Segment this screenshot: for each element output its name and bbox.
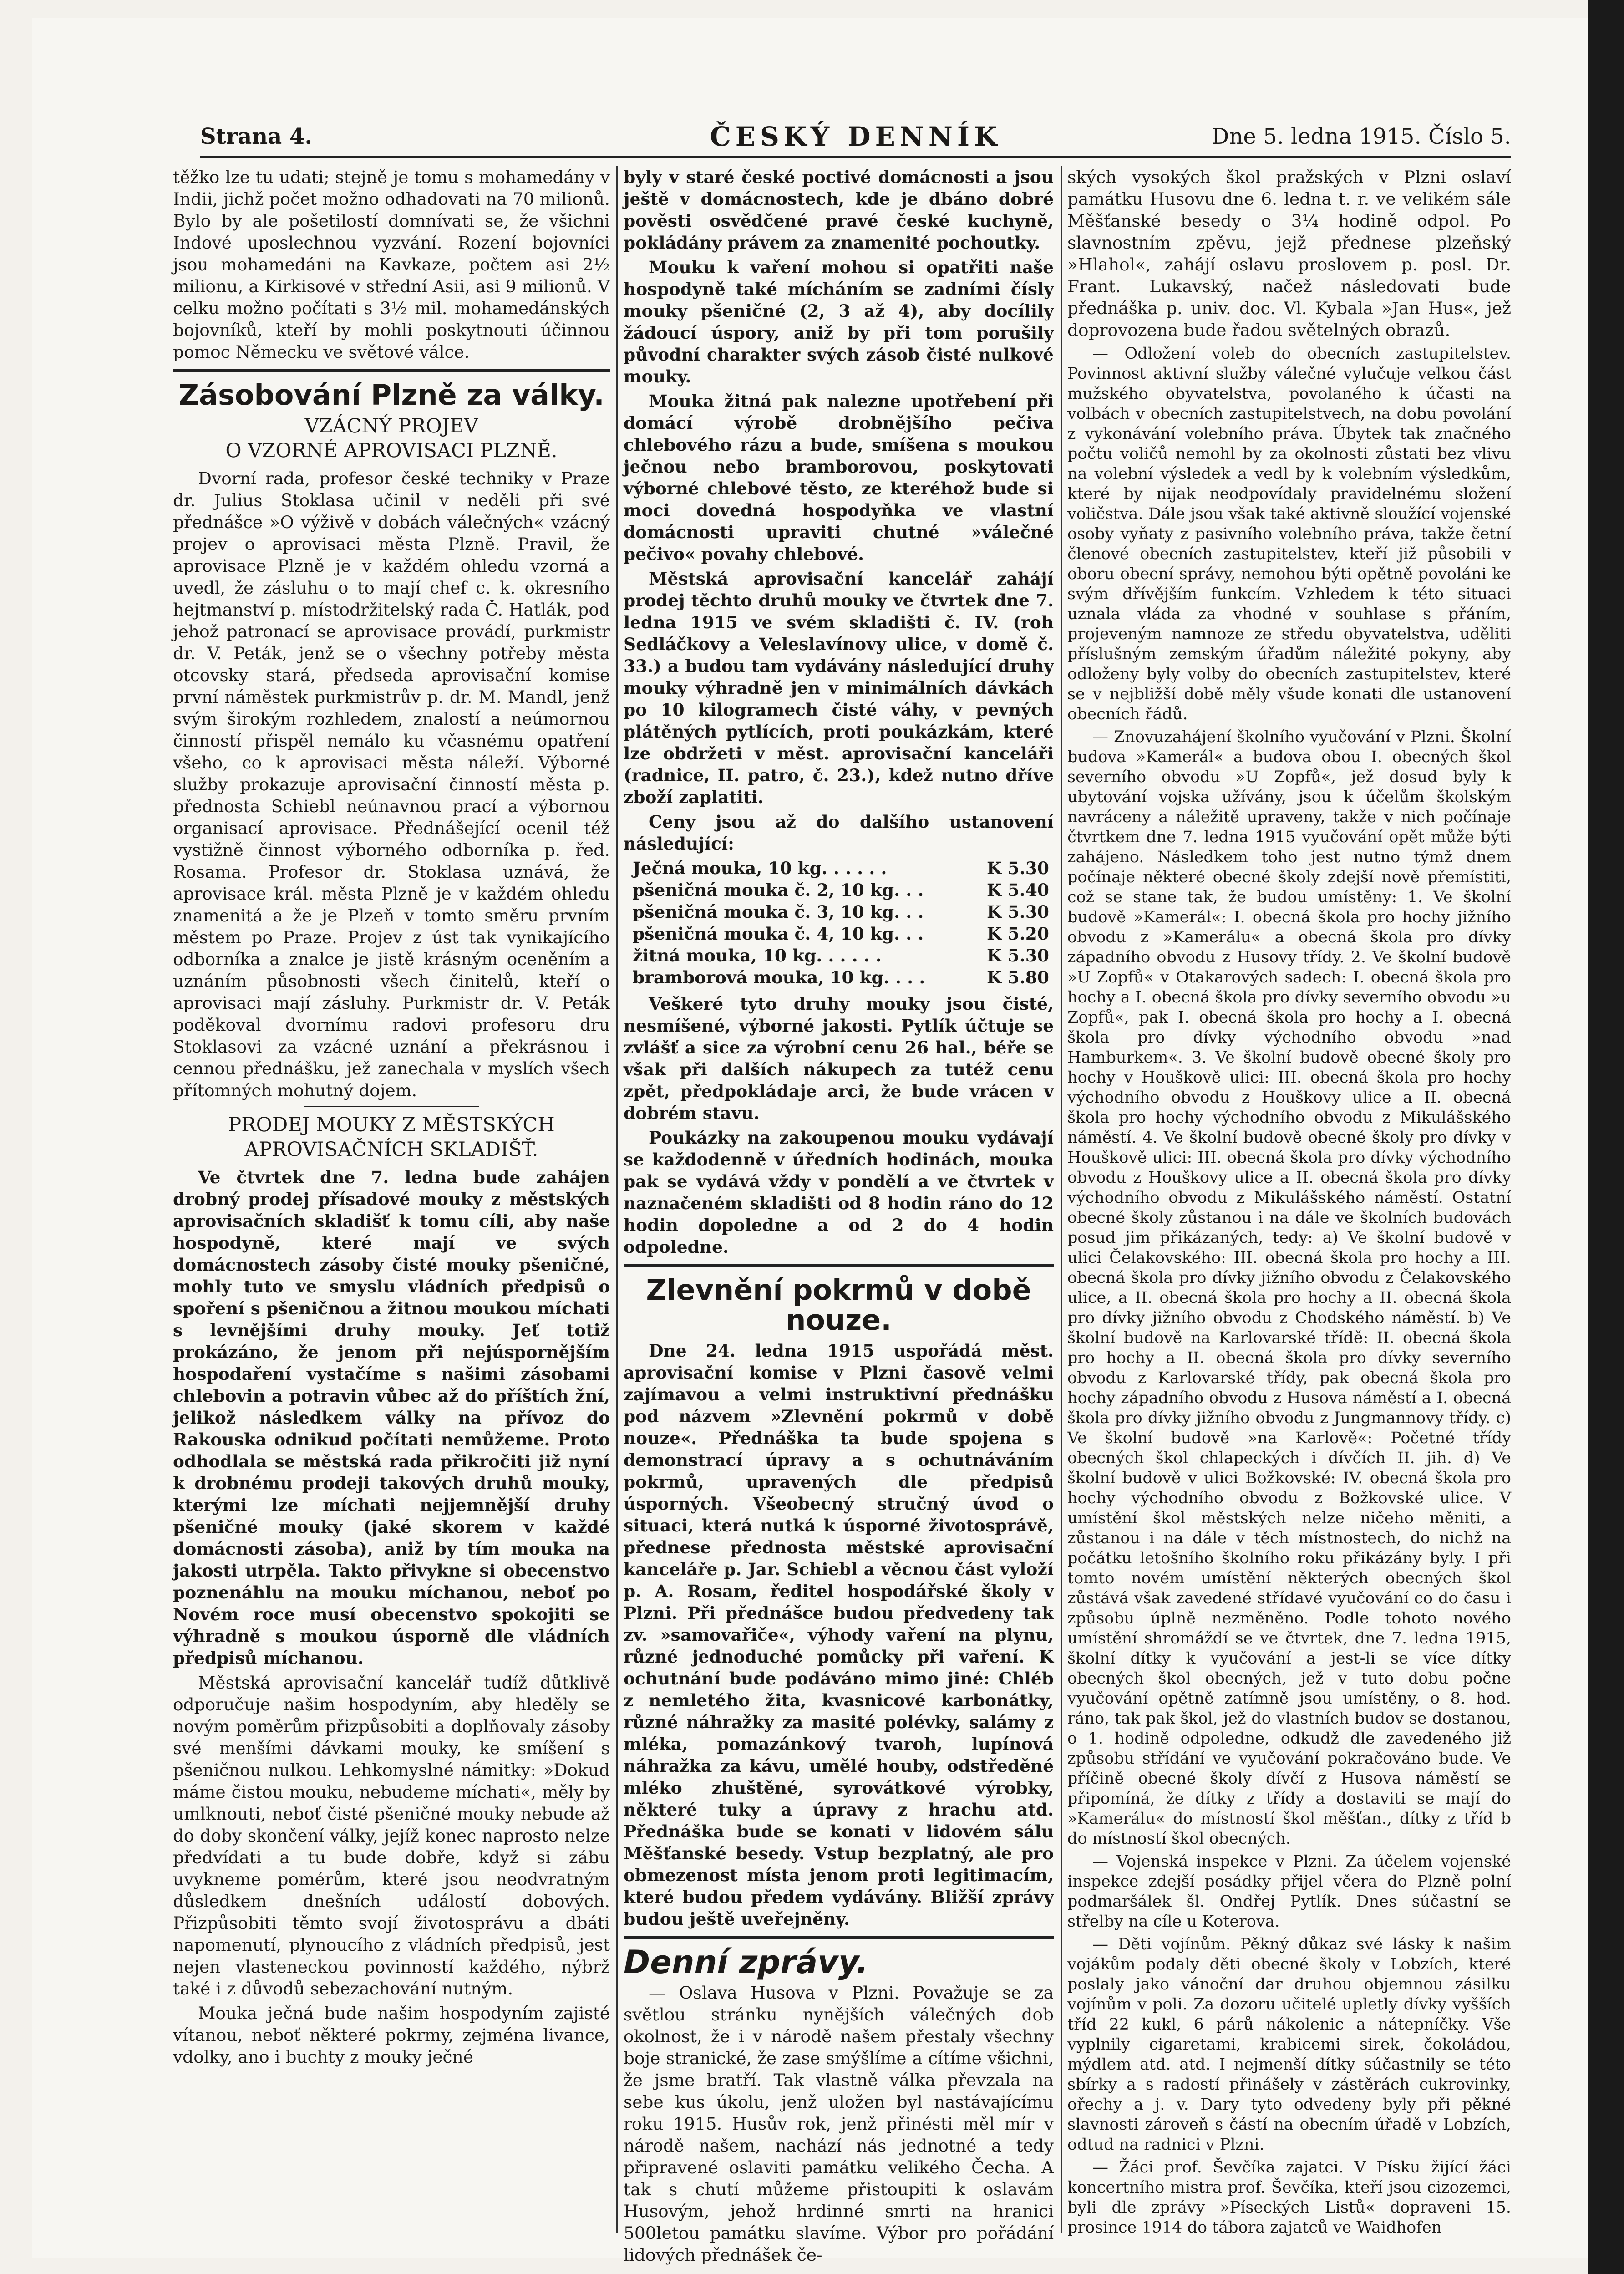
scan-edge xyxy=(1588,0,1624,2274)
price-row: pšeničná mouka č. 4, 10 kg. . . K 5.20 xyxy=(633,924,1049,944)
section-rule xyxy=(173,369,610,372)
price-row: pšeničná mouka č. 3, 10 kg. . . K 5.30 xyxy=(633,902,1049,922)
article-paragraph: Mouka žitná pak nalezne upotřebení při domácí výrobě drobnějšího pečiva chlebového rázu a bude, smíšena s moukou ječnou nebo bramborovou, poskytovati výborné chlebové těsto, ze kteréhož bude si moci dovedná hospodyňka ve vlastní domácnosti upraviti chutné »válečné pečivo« povahy chlebové. xyxy=(624,391,1054,564)
article-paragraph: těžko lze tu udati; stejně je tomu s mohamedány v Indii, jichž počet možno odhadovati na 70 milionů. Bylo by ale pošetilostí domnívati se, že všichni Indové uposlechnou vyzvání. Rození bojovníci jsou mohamedáni na Kavkaze, počtem asi 2½ milionu, a Kirkisové v střední Asii, asi 9 milionů. V celku možno počítati s 3½ mil. mohamedánských bojovníků, kteří by mohli poskytnouti účinnou pomoc Německu ve světové válce. xyxy=(173,167,610,362)
column-rule xyxy=(616,166,618,2233)
column-1 xyxy=(173,166,610,2238)
section-rule xyxy=(304,1106,479,1107)
article-paragraph: Ve čtvrtek dne 7. ledna bude zahájen drobný prodej přísadové mouky z městských aprovisačních skladišť k tomu cíli, aby naše hospodyně, které mají ve svých domácnostech zásoby čisté mouky pšeničné, mohly tuto ve smyslu vládních předpisů o spoření s pšeničnou a žitnou moukou míchati s levnějšími druhy mouky. Jeť totiž prokázáno, že jenom při nejúspornějším hospodaření vystačíme s našimi zásobami chlebovin a potravin vůbec až do příštích žní, jelikož následkem války na přívoz do Rakouska odnikud počítati nemůžeme. Proto odhodlala se městská rada přikročiti již nyní k drobnému prodeji takových druhů mouky, kterými lze míchati nejjemnější druhy pšeničné mouky (jaké skorem v každé domácnosti zásoba), aniž by tím mouka na jakosti utrpěla. Takto přivykne si obecenstvo poznenáhlu na mouku míchanou, neboť po Novém roce musí obecenstvo spokojiti se výhradně s moukou úsporně dle vládních předpisů míchanou. xyxy=(173,1167,610,1668)
article-paragraph: byly v staré české poctivé domácnosti a jsou ještě v domácnostech, kde je dbáno dobré pověsti osvědčené pravé české kuchyně, pokládány právem za znamenité pochoutky. xyxy=(624,167,1054,253)
masthead xyxy=(200,119,1511,158)
article-paragraph: — Znovuzahájení školního vyučování v Plzni. Školní budova »Kamerál« a budova obou I. obecných škol severního obvodu »U Zopfů«, jež dosud byly k ubytování vojska užívány, jsou k účelům školským navráceny a náležitě upraveny, takže v nich počínaje čtvrtkem dne 7. ledna 1915 vyučování opět může býti zahájeno. Následkem toho jest nutno týmž dnem počínaje některé obecné školy zdejší nově přemístiti, což se stane tak, že budou umístěny: 1. Ve školní budově »Kamerál«: I. obecná škola pro hochy jižního obvodu z »Kamerálu« a obecná škola pro dívky západního obvodu z Husovy třídy. 2. Ve školní budově »U Zopfů« v Otakarových sadech: I. obecná škola pro hochy a I. obecná škola pro dívky severního obvodu »u Zopfů«, pak I. obecná škola pro hochy a I. obecná škola pro dívky východního obvodu »nad Hamburkem«. 3. Ve školní budově obecné školy pro hochy v Houškově ulici: III. obecná škola pro hochy východního obvodu z Houškovy ulice a II. obecná škola pro hochy východního obvodu z Mikulášského náměstí. 4. Ve školní budově obecné školy pro dívky v Houškově ulici: III. obecná škola pro dívky východního obvodu z Houškovy ulice a II. obecná škola pro dívky východního obvodu z Mikulášského náměstí. Ostatní obecné školy zůstanou i na dále ve školních budovách posud jim přikázaných, tedy: a) Ve školní budově v ulici Čelakovského: III. obecná škola pro hochy a III. obecná škola pro dívky jižního obvodu z Čelakovského ulice, a II. obecná škola pro hochy a II. obecná škola pro dívky jižního obvodu z Chodského náměstí. b) Ve školní budově na Karlovarské třídě: II. obecná škola pro hochy a II. obecná škola pro dívky severního obvodu z Karlovarské třídy, pak obecná škola pro hochy západního obvodu z Husova náměstí a I. obecná škola pro dívky jižního obvodu z Jungmannovy třídy. c) Ve školní budově »na Karlově«: Početné třídy obecných škol chlapeckých i dívčích II. jih. d) Ve školní budově v ulici Božkovské: IV. obecná škola pro hochy východního obvodu z Božkovské ulice. V umístění škol městských nelze ničeho měniti, a zůstanou i na dále v těch místnostech, do nichž na počátku letošního školního roku přikázány byly. I při tomto novém umístění některých obecných škol zůstává však zavedené střídavé vyučování co do času i způsobu úplně nezměněno. Podle tohoto nového umístění shromáždí se ve čtvrtek, dne 7. ledna 1915, školní dítky k vyučování a jest-li se více dítky obecných škol obecných, jež v tuto dobu počne vyučování opětně zatímně jsou umístěny, o 8. hod. ráno, tak pak škol, jež do vlastních budov se dostanou, o 1. hodině odpoledne, odkudž dle zavedeného již způsobu střídání ve vyučování pokračováno bude. Ve příčině obecné školy dívčí z Husova náměstí se připomíná, že dítky z třídy a dostaviti se mají do »Kamerálu« do místností škol měšťan., dítky z tříd b do místností škol obecných. xyxy=(1067,728,1511,1848)
article-paragraph: Poukázky na zakoupenou mouku vydávají se každodenně v úředních hodinách, mouka pak se vydává vždy v pondělí a ve čtvrtek v naznačeném skladišti od 8 hodin ráno do 12 hodin dopoledne a od 2 do 4 hodin odpoledne. xyxy=(624,1128,1054,1257)
section-headline: Denní zprávy. xyxy=(624,1943,868,1981)
article-subheadline: PRODEJ MOUKY Z MĚSTSKÝCH xyxy=(228,1114,555,1136)
article-paragraph: Ceny jsou až do dalšího ustanovení následující: xyxy=(624,812,1054,854)
article-subheadline: O VZORNÉ APROVISACI PLZNĚ. xyxy=(225,439,558,462)
column-rule xyxy=(1061,166,1062,2233)
article-headline: nouze. xyxy=(786,1303,892,1337)
article-paragraph: Městská aprovisační kancelář tudíž důtklivě odporučuje našim hospodyním, aby hleděly se novým poměrům přizpůsobiti a doplňovaly zásoby své menšími dávkami mouky, ke smíšení s pšeničnou nulkou. Lehkomyslné námitky: »Dokud máme čistou mouku, nebudeme míchati«, měly by umlknouti, neboť čisté pšeničné mouky nebude až do doby skončení války, jejíž konec naprosto nelze předvídati a tu bude dobře, když si zábu uvykneme pomérům, které jsou neodvratným důsledkem dnešních událostí dobových. Přizpůsobiti těmto svojí životosprávu a dbáti napomenutí, plynoucího z vládních předpisů, jest nejen vlasteneckou povinností každého, nýbrž také i z důvodů sebezachování nutným. xyxy=(173,1673,610,1999)
price-row: Ječná mouka, 10 kg. . . . . . K 5.30 xyxy=(633,858,1049,878)
article-headline: Zlevnění pokrmů v době xyxy=(646,1273,1031,1307)
price-row: bramborová mouka, 10 kg. . . . K 5.80 xyxy=(633,967,1049,987)
column-3 xyxy=(1067,166,1511,2238)
article-paragraph: Mouku k vaření mohou si opatřiti naše hospodyně také mícháním se zadními čísly mouky pšeničné (2, 3 až 4), aby docílily žádoucí úspory, aniž by při tom porušily původní charakter svých zásob čisté nulkové mouky. xyxy=(624,257,1054,387)
price-row: pšeničná mouka č. 2, 10 kg. . . K 5.40 xyxy=(633,880,1049,900)
section-rule xyxy=(624,1936,1054,1939)
article-paragraph: Veškeré tyto druhy mouky jsou čisté, nesmíšené, výborné jakosti. Pytlík účtuje se zvlášť a sice za výrobní cenu 26 hal., béře se však při dalších nákupech za tutéž cenu zpět, předpokládaje arci, že bude vrácen v dobrém stavu. xyxy=(624,994,1054,1123)
article-paragraph: Dvorní rada, profesor české techniky v Praze dr. Julius Stoklasa učinil v neděli při své přednášce »O výživě v dobách válečných« vzácný projev o aprovisaci města Plzně. Pravil, že aprovisace Plzně je v každém ohledu vzorná a uvedl, že zásluhu o to mají chef c. k. okresního hejtmanství p. místodržitelský rada Č. Hatlák, pod jehož patronací se aprovisace provádí, purkmistr dr. V. Peták, jenž se o všechny potřeby města otcovsky stará, předseda aprovisační komise první náměstek purkmistrův p. dr. M. Mandl, jenž svým širokým rozhledem, znalostí a neúmornou činností přispěl nemálo ku včasnému opatření všeho, co k aprovisaci města náleží. Výborné služby prokazuje aprovisační činností města p. přednosta Schiebl neúnavnou prací a výbornou organisací aprovisace. Přednášející ocenil též vystižně činnost výborného odborníka p. řed. Rosama. Profesor dr. Stoklasa uznává, že aprovisace král. města Plzně je v každém ohledu znamenitá a že je Plzeň v tomto směru prvním městem po Praze. Projev z úst tak vynikajícího odborníka a znalce je jistě krásným oceněním a uznáním působnosti všech činitelů, kteří o aprovisaci mají zásluhy. Purkmistr dr. V. Peták poděkoval dvornímu radovi profesoru dru Stoklasovi za vzácné uznání a překrásnou i cennou přednášku, jež zanechala v myslích všech přítomných mohutný dojem. xyxy=(173,468,610,1100)
article-subheadline: VZÁCNÝ PROJEV xyxy=(304,415,478,438)
article-headline: Zásobování Plzně za války. xyxy=(178,378,604,412)
article-paragraph: — Odložení voleb do obecních zastupitelstev. Povinnost aktivní služby válečné vylučuje velkou část mužského obyvatelstva, povolaného k účasti na volbách v obecních zastupitelstvech, na dobu povolání z vykonávání volebního práva. Úbytek tak značného počtu voličů nemohl by za okolnosti zůstati bez vlivu na volební výsledek a vedl by k volebním výsledkům, které by nijak neodpovídaly pravidelnému složení voličstva. Dále jsou však také aktivně sloužící vojenské osoby vyňaty z pasivního volebního práva, takže četní členové obecních zastupitelstev, kteří již působili v oboru obecní správy, nemohou býti opětně povoláni ke svým dřívějším funkcím. Vzhledem k této situaci uznala vláda za vhodné v souhlase s přáním, projeveným namnoze ze středu obyvatelstva, uděliti příslušným zemským úřadům náležité pokyny, aby odloženy byly volby do obecních zastupitelstev, které se v nejbližší době měly všude konati dle ustanovení obecních řádů. xyxy=(1067,345,1511,723)
article-paragraph: Mouka ječná bude našim hospodyním zajisté vítanou, neboť některé pokrmy, zejména livance, vdolky, ano i buchty z mouky ječné xyxy=(173,2003,610,2067)
article-paragraph: — Oslava Husova v Plzni. Považuje se za světlou stránku nynějších válečných dob okolnost, že i v národě našem přestaly všechny boje stranické, že zase smýšlíme a cítíme všichni, že jsme bratří. Tak vlastně válka převzala na sebe kus úkolu, jenž uložen byl nastávajícímu roku 1915. Husův rok, jenž přinésti měl mír v národě našem, nachází nás jednotné a tedy připravené oslaviti památku velikého Čecha. A tak s chutí můžeme přistoupiti k oslavám Husovým, jehož hrdinné smrti na hranici 500letou památku slavíme. Výbor pro pořádání lidových přednášek če- xyxy=(624,1983,1054,2265)
newspaper-title: ČESKÝ DENNÍK xyxy=(710,121,1002,152)
section-rule xyxy=(624,1264,1054,1267)
article-paragraph: — Vojenská inspekce v Plzni. Za účelem vojenské inspekce zdejší posádky přijel včera do Plzně polní podmaršálek šl. Ondřej Pytlík. Dnes súčastní se střelby na cíle u Koterova. xyxy=(1067,1852,1511,1931)
price-row: žitná mouka, 10 kg. . . . . . K 5.30 xyxy=(633,946,1049,966)
article-paragraph: — Žáci prof. Ševčíka zajatci. V Písku žijící žáci koncertního mistra prof. Ševčíka, kteří jsou cizozemci, byli dle zprávy »Píseckých Listů« dopraveni 15. prosince 1914 do tábora zajatců ve Waidhofen xyxy=(1067,2158,1511,2237)
article-paragraph: Městská aprovisační kancelář zahájí prodej těchto druhů mouky ve čtvrtek dne 7. ledna 1915 ve svém skladišti č. IV. (roh Sedláčkovy a Veleslavínovy ulice, v domě č. 33.) a budou tam vydávány následující druhy mouky výhradně jen v minimálních dávkách po 10 kilogramech čisté váhy, v pevných plátěných pytlících, proti poukázkám, které lze obdržeti v měst. aprovisační kanceláři (radnice, II. patro, č. 23.), kdež nutno dříve zboží zaplatiti. xyxy=(624,569,1054,807)
article-paragraph: — Děti vojínům. Pěkný důkaz své lásky k našim vojákům podaly děti obecné školy v Lobzích, které poslaly jako vánoční dar druhou objemnou zásilku vojínům v poli. Za dozoru učitelé upletly dívky vyšších tříd 22 kukl, 6 párů nákolenic a nátepníčky. Vše vyplnily cigaretami, krabicemi sirek, čokoládou, mýdlem atd. atd. I nejmenší dítky súčastnily se této sbírky a s radostí přinášely v zástěrách cukrovinky, ořechy a j. v. Dary tyto odvedeny byly při pěkné slavnosti zároveň s částí na obecním úřadě v Lobzích, odtud na radnici v Plzni. xyxy=(1067,1935,1511,2154)
issue-date: Dne 5. ledna 1915. Číslo 5. xyxy=(1211,124,1511,149)
article-paragraph: ských vysokých škol pražských v Plzni oslaví památku Husovu dne 6. ledna t. r. ve velikém sále Měšťanské besedy o 3¼ hodině odpol. Po slavnostním zpěvu, jejž přednese plzeňský »Hlahol«, zahájí oslavu proslovem p. posl. Dr. Frant. Lukavský, načež následovati bude přednáška p. univ. doc. Vl. Kybala »Jan Hus«, jež doprovozena bude řadou světelných obrazů. xyxy=(1067,167,1511,340)
article-paragraph: Dne 24. ledna 1915 uspořádá měst. aprovisační komise v Plzni časově velmi zajímavou a velmi instruktivní přednášku pod názvem »Zlevnění pokrmů v době nouze«. Přednáška ta bude spojena s demonstrací úpravy a s ochutnáváním pokrmů, upravených dle předpisů úsporných. Všeobecný stručný úvod o situaci, která nutká k úsporné životosprávě, přednese přednosta městské aprovisační kanceláře p. Jar. Schiebl a věcnou část vyloží p. A. Rosam, ředitel hospodářské školy v Plzni. Při přednášce budou předvedeny tak zv. »samovařiče«, výhody vaření na plynu, různé jednoduché pomůcky při vaření. K ochutnání bude podáváno mimo jiné: Chléb z nemletého žita, kvasnicové karbonátky, různé náhražky za masité polévky, salámy z mléka, pomazánkový tvaroh, lupínová náhražka za kávu, umělé houby, odstředěné mléko zhuštěné, syrovátkové výrobky, některé tuky a úpravy z hrachu atd. Přednáška bude se konati v lidovém sálu Měšťanské besedy. Vstup bezplatný, ale pro obmezenost místa jenom proti legitimacím, které budou předem vydávány. Bližší zprávy budou ještě uveřejněny. xyxy=(624,1341,1054,1929)
article-subheadline: APROVISAČNÍCH SKLADIŠŤ. xyxy=(244,1138,538,1161)
price-list xyxy=(624,857,1054,988)
column-2 xyxy=(624,166,1054,2265)
page-number: Strana 4. xyxy=(200,124,313,149)
